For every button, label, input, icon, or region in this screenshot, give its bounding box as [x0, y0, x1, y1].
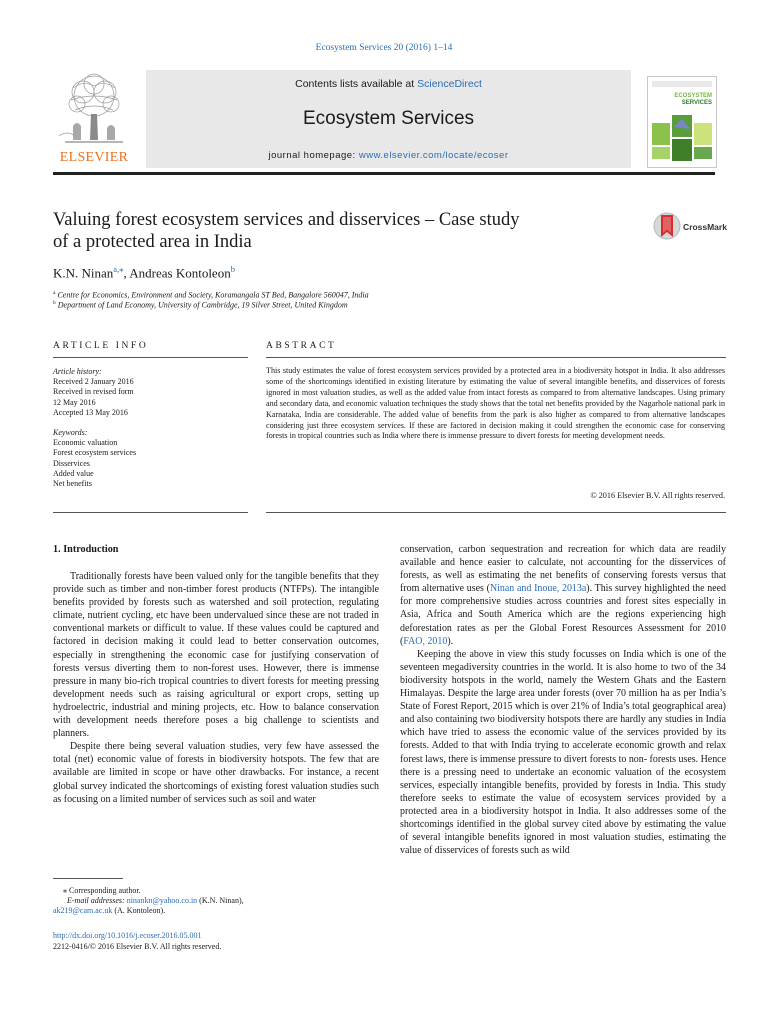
paragraph-text: ). This survey highlighted the need for more comprehensive studies across countries and forest sites especially in Asia, Africa and South America which are the regions experiencing high deforestation rates as per the Global Forest Resources Assessment for 2010 (	[400, 583, 726, 647]
elsevier-logo	[53, 70, 135, 168]
paragraph: Traditionally forests have been valued only for the tangible benefits that they provide such as timber and non-timber forest products (NTFPs). The intangible benefits provided by forests such as watershed and soil protection, regulating climate, nutrient cycling, etc have been undervalued since these are not traded in conventional markets or difficult to value. If these values could be captured and factored in decision making it could lead to better conservation outcomes, especially in strengthening the economic case for justifying conservation of forests versus diverting them to non-forest uses. However, there is immense pressure in many bio-rich tropical countries to divert forests for meeting pressing development needs such as raising agricultural or export crops, setting up hydroelectric, industrial and mining projects, etc. How to balance conservation with development needs therefore poses a big challenge to scientists and planners.	[53, 571, 379, 740]
email-link[interactable]: ak219@cam.ac.uk	[53, 906, 113, 915]
paragraph	[400, 543, 726, 648]
history-item: Accepted 13 May 2016	[53, 407, 128, 417]
paragraph-text: conservation, carbon sequestration and recreation for which data are readily available and hence easier to calculate, not accounting for the disservices of forests, as well as estimating the net benefits of conserving forests versus that from alternative uses (	[400, 544, 726, 595]
affiliation-b	[53, 300, 348, 310]
contents-prefix: Contents lists available at	[295, 78, 415, 90]
footnote-emails	[53, 896, 379, 906]
cover-title-line2: SERVICES	[681, 100, 712, 106]
article-info-bottom-rule	[53, 512, 248, 513]
body-column-right	[400, 543, 726, 857]
keywords-label: Keywords:	[53, 428, 88, 438]
article-title-line2: of a protected area in India	[53, 232, 252, 252]
journal-cover	[647, 76, 717, 168]
issn-line: 2212-0416/© 2016 Elsevier B.V. All rights reserved.	[53, 941, 222, 951]
email-label: E-mail addresses:	[67, 896, 125, 905]
journal-name: Ecosystem Services	[302, 108, 475, 129]
footnote-emails-cont	[53, 906, 379, 916]
paragraph: Despite there being several valuation studies, very few have assessed the total (net) economic value of forests in biodiversity hotspots. The few that are available are limited in scope or have other drawbacks. For instance, a recent global survey indicated the shortcomings of existing forest valuation studies such as focusing on a limited number of services such as soil and water	[53, 741, 379, 805]
footnote-rule	[53, 878, 123, 879]
affiliation-text: Centre for Economics, Environment and Society, Koramangala ST Bed, Bangalore 560047, India	[57, 290, 369, 300]
cover-banner	[652, 81, 712, 87]
crossmark-label: CrossMark	[683, 222, 727, 232]
email-owner: (K.N. Ninan),	[199, 896, 244, 905]
doi-block	[53, 931, 221, 952]
header-rule	[53, 172, 715, 175]
author-affil-mark[interactable]: b	[230, 264, 235, 274]
journal-header	[53, 70, 715, 168]
history-label: Article history:	[53, 367, 102, 376]
author-name: K.N. Ninan	[53, 265, 114, 281]
history-item: Received 2 January 2016	[53, 377, 134, 387]
homepage-prefix: journal homepage:	[268, 150, 356, 161]
abstract-bottom-rule	[266, 512, 726, 513]
email-owner: (A. Kontoleon).	[114, 906, 166, 915]
article-info-heading: ARTICLE INFO	[53, 341, 149, 351]
abstract-text: This study estimates the value of forest ecosystem services provided by a protected area in a biodiversity hotspot in India. It also addresses some of the shortcomings identified in existing literature by estimating the value of several intangible benefits, and disservices of forests ignored in most valuation studies, as well as the added value from intact forests as compared to from alternative landscapes. Using primary and secondary data, and economic valuation techniques the study shows that the total net benefits provided by the Nagarhole national park in Karnataka, India are considerable. The added value of benefits from the park is also higher as compared to from alternative landscapes considering just three ecosystem services. If these are factored in decision making it could strengthen the economic case for conserving forests in tropical countries such as India where there is immense pressure to divert forests for meeting development needs.	[266, 366, 725, 441]
citation-link[interactable]: Ninan and Inoue, 2013a	[489, 583, 587, 595]
history-item: 12 May 2016	[53, 397, 96, 407]
journal-reference[interactable]: Ecosystem Services 20 (2016) 1–14	[315, 43, 453, 53]
journal-header-center	[146, 70, 631, 168]
affiliation-a	[53, 290, 369, 300]
history-item: Received in revised form	[53, 387, 134, 397]
contents-line	[146, 78, 631, 90]
doi-link[interactable]: http://dx.doi.org/10.1016/j.ecoser.2016.05.001	[53, 931, 202, 940]
article-title-line1: Valuing forest ecosystem services and disservices – Case study	[53, 210, 520, 230]
author-name: Andreas Kontoleon	[129, 265, 231, 281]
footnote-corresponding	[53, 886, 379, 896]
author-affil-mark[interactable]: a,⁎	[113, 264, 124, 274]
abstract-copyright: © 2016 Elsevier B.V. All rights reserved.	[590, 491, 725, 500]
keyword-item: Forest ecosystem services	[53, 448, 137, 458]
article-info	[53, 367, 248, 489]
footnote-mark: ⁎	[63, 886, 67, 895]
sciencedirect-link[interactable]: ScienceDirect	[417, 78, 482, 90]
homepage-link[interactable]: www.elsevier.com/locate/ecoser	[358, 150, 509, 161]
keyword-item: Net benefits	[53, 479, 92, 489]
keyword-item: Disservices	[53, 458, 90, 468]
email-link[interactable]: ninankn@yahoo.co.in	[126, 896, 198, 905]
body-column-left	[53, 570, 379, 806]
author-list: K.N. Ninan$^{a,⁎}$, Andreas Kontoleon$^b$	[53, 264, 235, 281]
keyword-item: Added value	[53, 468, 94, 478]
footnote	[53, 886, 379, 916]
article-title	[53, 209, 613, 253]
paragraph: Keeping the above in view this study focusses on India which is one of the seventeen megadiversity countries in the world. It is also home to two of the 34 biodiversity hotspots in the world, namely the Western Ghats and the Eastern Himalayas. Despite the large area under forests (over 70 million ha as per India’s State of Forest Report, 2015 which is over 21% of India’s total geographical area) and also containing two biodiversity hotspots there are hardly any studies in India which have tried to assess the economic value of the services provided by its forests. Added to that with India trying to accelerate economic growth and relax forest laws, there is immense pressure to divert forests to non- forests uses. Hence there is a pressing need to undertake an economic valuation of the ecosystem services, especially intangible benefits, provided by forests in India. This study therefore seeks to estimate the value of ecosystem services provided by a protected area in a biodiversity hotspot in India. It also addresses some of the shortcomings identified in the global survey cited above by estimating the value of several intangible benefits ignored in most valuation studies, estimating the value of disservices of forests such as wild	[400, 648, 726, 857]
crossmark-icon	[653, 211, 681, 241]
abstract-heading: ABSTRACT	[266, 341, 337, 351]
affiliation-text: Department of Land Economy, University of Cambridge, 19 Silver Street, United Kingdom	[57, 300, 348, 310]
footnote-corresponding-text: Corresponding author.	[69, 886, 141, 895]
article-info-rule	[53, 357, 248, 358]
elsevier-wordmark: ELSEVIER	[59, 150, 129, 165]
paragraph-text: ).	[447, 635, 454, 647]
homepage-line	[146, 150, 631, 161]
abstract-rule	[266, 357, 726, 358]
section-heading-introduction: 1. Introduction	[53, 544, 119, 555]
cover-title-line1: ECOSYSTEM	[674, 93, 712, 99]
affiliation-mark: a	[53, 290, 56, 296]
affiliation-mark: b	[53, 300, 56, 306]
keyword-item: Economic valuation	[53, 438, 118, 448]
crossmark-badge[interactable]	[653, 209, 733, 245]
citation-link[interactable]: FAO, 2010	[403, 635, 448, 647]
cover-graphic-icon	[652, 115, 712, 161]
